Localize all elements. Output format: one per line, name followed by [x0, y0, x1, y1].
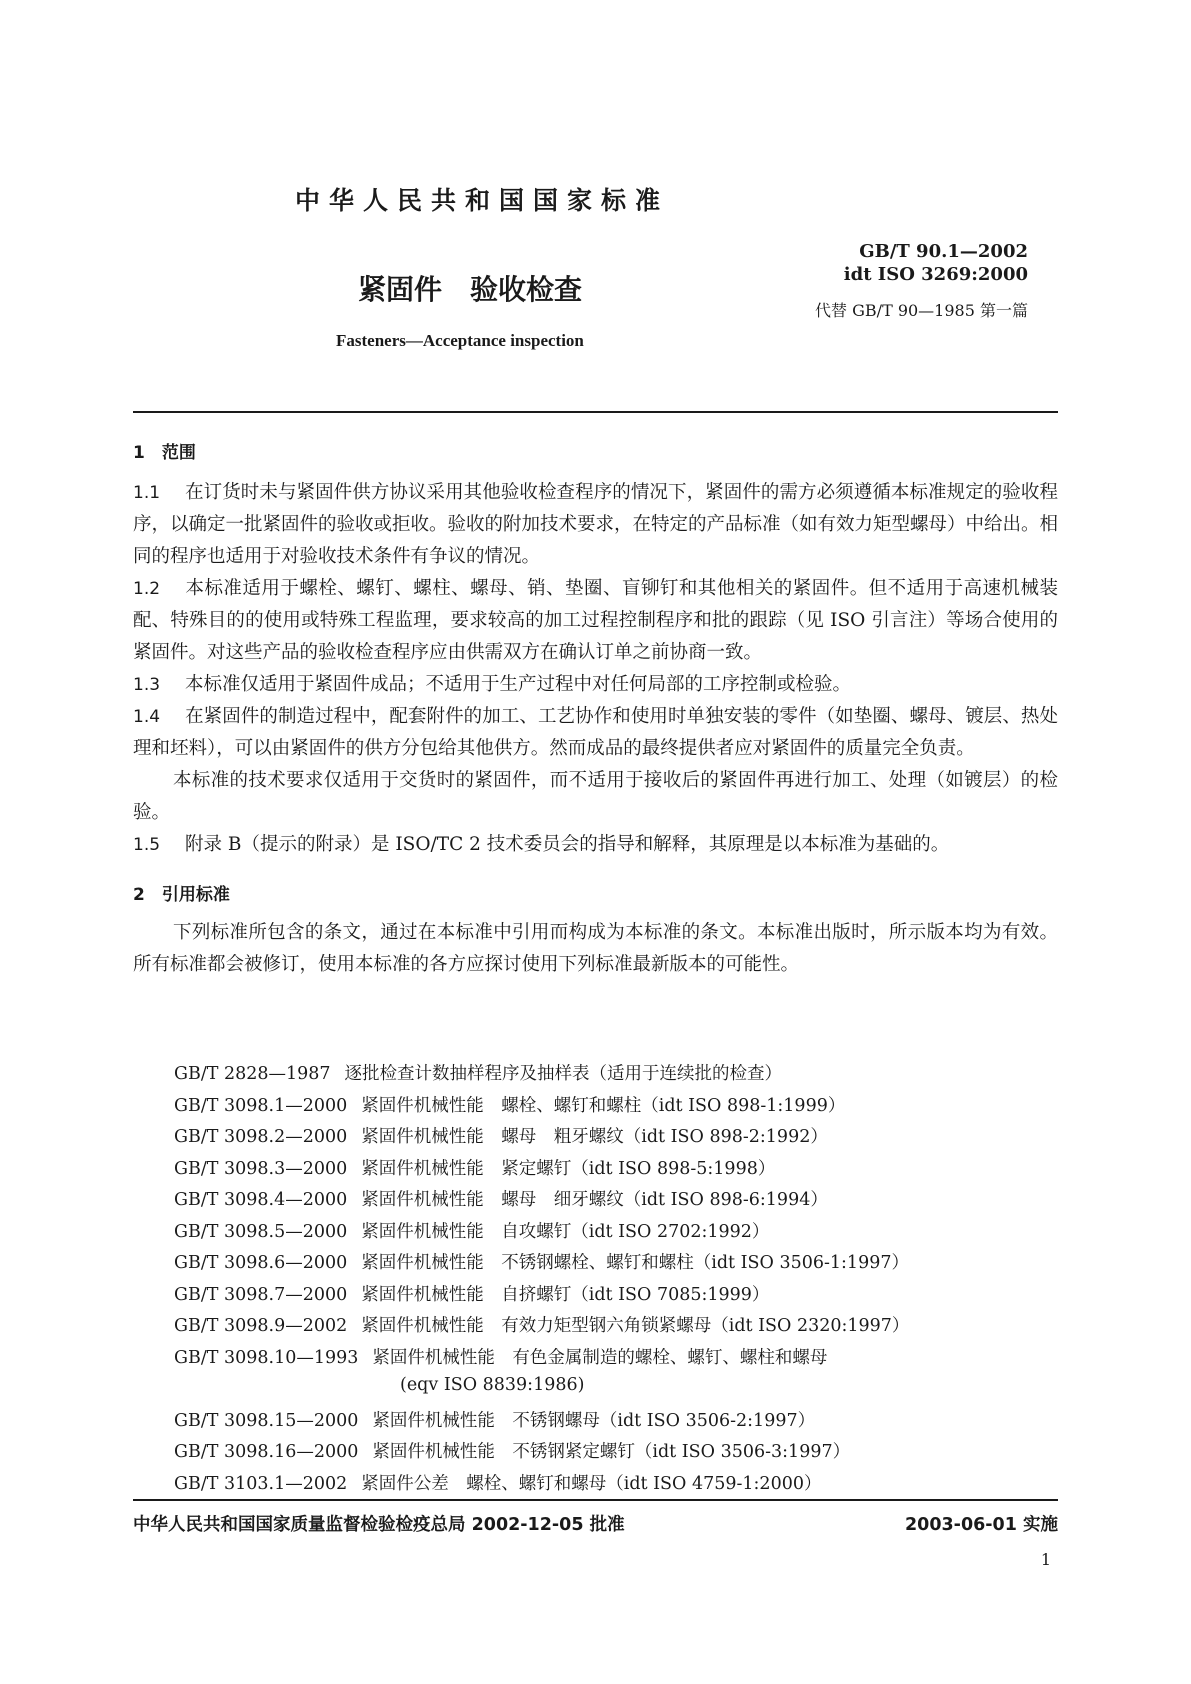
- clause-text: 本标准适用于螺栓、螺钉、螺柱、螺母、销、垫圈、盲铆钉和其他相关的紧固件。但不适用于高速机械装配、特殊目的的使用或特殊工程监理，要求较高的加工过程控制程序和批的跟踪（见 ISO 引言注）等场合使用的紧固件。对这些产品的验收检查程序应由供需双方在确认订单之前协商一致。: [133, 578, 1058, 663]
- bottom-divider: [133, 1499, 1058, 1501]
- reference-title: 紧固件机械性能 螺母 细牙螺纹（idt ISO 898-6:1994）: [361, 1190, 828, 1210]
- reference-title: 逐批检查计数抽样程序及抽样表（适用于连续批的检查）: [344, 1064, 783, 1084]
- reference-item: [174, 1407, 909, 1439]
- reference-code: GB/T 3098.9—2002: [174, 1316, 348, 1336]
- clause-1-3: [133, 669, 1058, 701]
- approval-statement: 中华人民共和国国家质量监督检验检疫总局 2002-12-05 批准: [133, 1515, 625, 1535]
- reference-item: [174, 1060, 909, 1092]
- reference-title: 紧固件公差 螺栓、螺钉和螺母（idt ISO 4759-1:2000）: [361, 1473, 822, 1494]
- reference-title: 紧固件机械性能 自攻螺钉（idt ISO 2702:1992）: [361, 1221, 770, 1242]
- section-1-body: [133, 477, 1058, 861]
- reference-code: GB/T 3098.2—2000: [174, 1127, 348, 1147]
- reference-code: GB/T 3098.15—2000: [174, 1410, 359, 1431]
- reference-title: 紧固件机械性能 螺栓、螺钉和螺柱（idt ISO 898-1:1999）: [361, 1095, 846, 1116]
- clause-text: 本标准仅适用于紧固件成品；不适用于生产过程中对任何局部的工序控制或检验。: [185, 674, 852, 695]
- reference-item: [174, 1281, 909, 1313]
- clause-1-4-paragraph-2: 本标准的技术要求仅适用于交货时的紧固件，而不适用于接收后的紧固件再进行加工、处理（如镀层）的检验。: [133, 770, 1058, 823]
- reference-code: GB/T 3098.4—2000: [174, 1190, 348, 1210]
- reference-item: [174, 1186, 909, 1218]
- reference-title: 紧固件机械性能 不锈钢螺母（idt ISO 3506-2:1997）: [372, 1410, 816, 1431]
- reference-title: 紧固件机械性能 有色金属制造的螺栓、螺钉、螺柱和螺母: [372, 1347, 828, 1368]
- clause-text: 在紧固件的制造过程中，配套附件的加工、工艺协作和使用时单独安装的零件（如垫圈、螺母、镀层、热处理和坯料），可以由紧固件的供方分包给其他供方。然而成品的最终提供者应对紧固件的质量完全负责。: [133, 706, 1058, 759]
- implementation-date: 2003-06-01 实施: [904, 1515, 1058, 1535]
- reference-title: 紧固件机械性能 自挤螺钉（idt ISO 7085:1999）: [361, 1284, 770, 1305]
- clause-number: 1.4: [133, 707, 161, 727]
- top-divider: [133, 411, 1058, 413]
- reference-title: 紧固件机械性能 螺母 粗牙螺纹（idt ISO 898-2:1992）: [361, 1127, 828, 1147]
- section-2-intro: 下列标准所包含的条文，通过在本标准中引用而构成为本标准的条文。本标准出版时，所示版本均为有效。所有标准都会被修订，使用本标准的各方应探讨使用下列标准最新版本的可能性。: [133, 922, 1058, 975]
- reference-code: GB/T 3098.1—2000: [174, 1095, 348, 1116]
- reference-item: [174, 1470, 909, 1502]
- reference-code: GB/T 3098.3—2000: [174, 1158, 348, 1179]
- section-1-heading: 1 范围: [133, 443, 196, 463]
- reference-item: [174, 1155, 909, 1187]
- clause-number: 1.3: [133, 675, 161, 695]
- page-number: 1: [1040, 1550, 1051, 1569]
- reference-code: GB/T 3098.16—2000: [174, 1442, 359, 1462]
- clause-number: 1.1: [133, 483, 161, 503]
- clause-text: 在订货时未与紧固件供方协议采用其他验收检查程序的情况下，紧固件的需方必须遵循本标准规定的验收程序，以确定一批紧固件的验收或拒收。验收的附加技术要求，在特定的产品标准（如有效力矩型螺母）中给出。相同的程序也适用于对验收技术条件有争议的情况。: [133, 482, 1059, 567]
- reference-item: [174, 1249, 909, 1281]
- reference-item: [174, 1092, 909, 1124]
- reference-code: GB/T 3098.7—2000: [174, 1284, 348, 1305]
- reference-item: [174, 1438, 909, 1470]
- reference-item-continuation: [174, 1375, 909, 1407]
- clause-1-5: [133, 829, 1058, 861]
- reference-title: 紧固件机械性能 有效力矩型钢六角锁紧螺母（idt ISO 2320:1997）: [361, 1316, 910, 1336]
- reference-list: [174, 1060, 909, 1501]
- replaces-note: 代替 GB/T 90—1985 第一篇: [815, 301, 1028, 320]
- reference-title: 紧固件机械性能 不锈钢紧定螺钉（idt ISO 3506-3:1997）: [372, 1442, 851, 1462]
- clause-1-2: [133, 573, 1058, 669]
- reference-code: GB/T 3098.5—2000: [174, 1221, 348, 1242]
- reference-code: GB/T 3098.10—1993: [174, 1347, 359, 1368]
- reference-item: [174, 1344, 909, 1376]
- clause-number: 1.5: [133, 835, 161, 855]
- reference-title: 紧固件机械性能 紧定螺钉（idt ISO 898-5:1998）: [361, 1158, 776, 1179]
- clause-1-4: [133, 701, 1058, 765]
- section-2-heading: 2 引用标准: [133, 885, 230, 905]
- reference-code: GB/T 3103.1—2002: [174, 1473, 348, 1494]
- reference-item: [174, 1218, 909, 1250]
- reference-code: GB/T 3098.6—2000: [174, 1253, 348, 1273]
- clause-number: 1.2: [133, 579, 161, 599]
- standard-code: GB/T 90.1—2002: [859, 241, 1028, 262]
- idt-reference: idt ISO 3269:2000: [843, 264, 1028, 285]
- reference-title: 紧固件机械性能 不锈钢螺栓、螺钉和螺柱（idt ISO 3506-1:1997）: [361, 1253, 909, 1273]
- reference-item: [174, 1312, 909, 1344]
- clause-text: 附录 B（提示的附录）是 ISO/TC 2 技术委员会的指导和解释，其原理是以本标准为基础的。: [185, 834, 950, 855]
- title-chinese: 紧固件 验收检查: [358, 273, 583, 306]
- title-english: Fasteners—Acceptance inspection: [336, 331, 584, 350]
- reference-code: GB/T 2828—1987: [174, 1064, 331, 1084]
- reference-item: [174, 1123, 909, 1155]
- clause-1-1: [133, 477, 1058, 573]
- reference-title: (eqv ISO 8839:1986): [400, 1375, 585, 1395]
- national-standard-label: 中华人民共和国国家标准: [295, 186, 670, 215]
